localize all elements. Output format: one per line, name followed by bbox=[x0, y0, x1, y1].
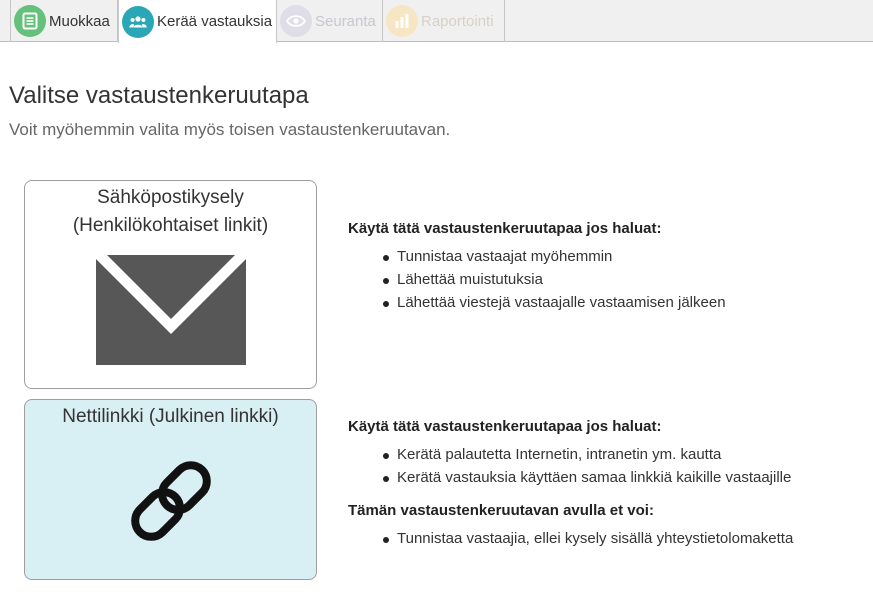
tab-edit[interactable] bbox=[10, 0, 118, 42]
tab-collect-responses[interactable] bbox=[118, 0, 277, 43]
option-title-line1: Sähköpostikysely bbox=[97, 187, 244, 208]
option-title: Nettilinkki (Julkinen linkki) bbox=[62, 406, 279, 427]
option-title-line2: (Henkilökohtaiset linkit) bbox=[72, 215, 269, 236]
tab-tracking[interactable] bbox=[277, 0, 383, 42]
list-item: Lähettää viestejä vastaajalle vastaamisen jälkeen bbox=[348, 291, 726, 314]
feature-list bbox=[348, 443, 793, 489]
list-item: Kerätä vastauksia käyttäen samaa linkkiä kaikille vastaajille bbox=[348, 466, 793, 489]
document-icon bbox=[14, 5, 46, 37]
page-title: Valitse vastaustenkeruutapa bbox=[9, 82, 309, 109]
limitation-list bbox=[348, 527, 793, 550]
tab-label: Seuranta bbox=[315, 12, 376, 30]
option-title bbox=[25, 181, 316, 240]
email-survey-option[interactable] bbox=[24, 180, 317, 389]
feature-list bbox=[348, 245, 726, 314]
tab-reporting[interactable] bbox=[383, 0, 505, 42]
tab-label: Muokkaa bbox=[49, 12, 110, 30]
tab-label: Kerää vastauksia bbox=[157, 13, 273, 30]
tab-label: Raportointi bbox=[421, 12, 494, 30]
link-option-info bbox=[348, 417, 793, 550]
page-subtitle: Voit myöhemmin valita myös toisen vastaustenkeruutavan. bbox=[9, 120, 451, 139]
info-heading: Käytä tätä vastaustenkeruutapaa jos haluat: bbox=[348, 418, 662, 435]
list-item: Kerätä palautetta Internetin, intranetin ym. kautta bbox=[348, 443, 793, 466]
list-item: Lähettää muistutuksia bbox=[348, 268, 726, 291]
people-icon bbox=[122, 6, 154, 38]
envelope-icon bbox=[96, 255, 246, 365]
tab-bar bbox=[0, 0, 873, 42]
list-item: Tunnistaa vastaajat myöhemmin bbox=[348, 245, 726, 268]
chart-icon bbox=[386, 5, 418, 37]
info-heading: Käytä tätä vastaustenkeruutapaa jos haluat: bbox=[348, 220, 662, 237]
list-item: Tunnistaa vastaajia, ellei kysely sisällä yhteystietolomaketta bbox=[348, 527, 793, 550]
eye-icon bbox=[280, 5, 312, 37]
limitation-heading: Tämän vastaustenkeruutavan avulla et voi: bbox=[348, 502, 654, 519]
chain-link-icon bbox=[111, 441, 231, 561]
web-link-option[interactable] bbox=[24, 399, 317, 580]
email-option-info bbox=[348, 219, 726, 314]
